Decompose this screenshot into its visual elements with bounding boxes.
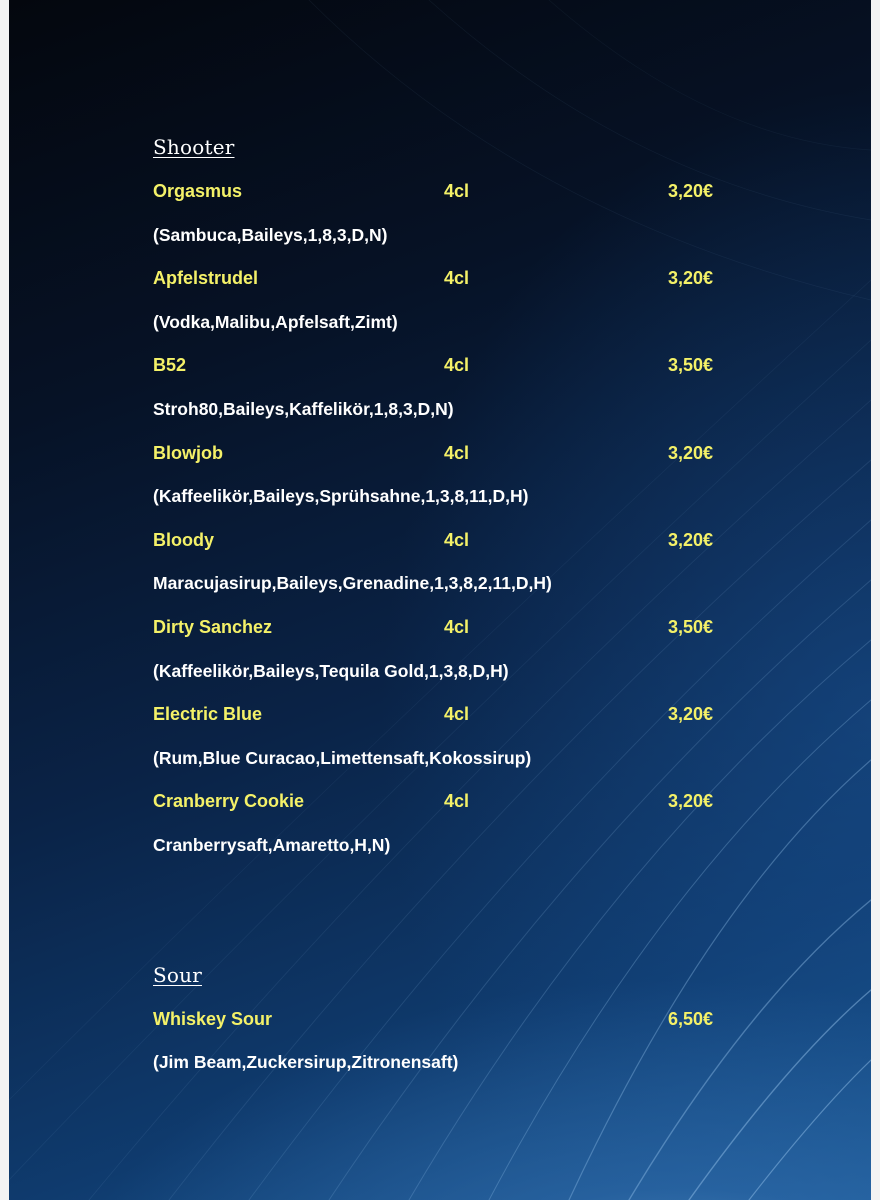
menu-item-row bbox=[153, 179, 713, 203]
item-name: Blowjob bbox=[153, 443, 223, 463]
item-description: (Jim Beam,Zuckersirup,Zitronensaft) bbox=[153, 1052, 459, 1072]
item-price: 3,20€ bbox=[667, 530, 713, 550]
item-description: (Kaffeelikör,Baileys,Sprühsahne,1,3,8,11,D,H) bbox=[153, 486, 529, 506]
menu-item-row bbox=[153, 441, 713, 465]
item-name: B52 bbox=[153, 355, 187, 375]
item-name: Bloody bbox=[153, 530, 214, 550]
item-price: 3,20€ bbox=[667, 443, 713, 463]
menu-item-row bbox=[153, 528, 713, 552]
menu-item-row bbox=[153, 266, 713, 290]
item-description: (Vodka,Malibu,Apfelsaft,Zimt) bbox=[153, 312, 398, 332]
menu-item-row bbox=[153, 1007, 713, 1031]
item-name: Whiskey Sour bbox=[153, 1009, 273, 1029]
item-price: 3,20€ bbox=[667, 181, 713, 201]
item-name: Dirty Sanchez bbox=[153, 617, 273, 637]
item-price: 6,50€ bbox=[667, 1009, 713, 1029]
item-price: 3,20€ bbox=[667, 704, 713, 724]
item-description: Stroh80,Baileys,Kaffelikör,1,8,3,D,N) bbox=[153, 399, 454, 419]
item-price: 3,20€ bbox=[667, 268, 713, 288]
item-size: 4cl bbox=[444, 443, 470, 463]
item-size: 4cl bbox=[444, 530, 470, 550]
item-description: (Sambuca,Baileys,1,8,3,D,N) bbox=[153, 225, 388, 245]
item-name: Apfelstrudel bbox=[153, 268, 259, 288]
section-title-shooter: Shooter bbox=[153, 135, 235, 159]
item-size: 4cl bbox=[444, 617, 470, 637]
section-title-sour: Sour bbox=[153, 963, 202, 987]
item-size: 4cl bbox=[444, 791, 470, 811]
item-name: Electric Blue bbox=[153, 704, 263, 724]
item-description: (Kaffeelikör,Baileys,Tequila Gold,1,3,8,D,H) bbox=[153, 661, 509, 681]
item-size: 4cl bbox=[444, 268, 470, 288]
menu-item-row bbox=[153, 789, 713, 813]
item-size: 4cl bbox=[444, 181, 470, 201]
item-description: Cranberrysaft,Amaretto,H,N) bbox=[153, 835, 391, 855]
item-price: 3,50€ bbox=[667, 617, 713, 637]
item-description: (Rum,Blue Curacao,Limettensaft,Kokossirup) bbox=[153, 748, 532, 768]
item-price: 3,50€ bbox=[667, 355, 713, 375]
item-size: 4cl bbox=[444, 704, 470, 724]
menu-page bbox=[9, 0, 871, 1200]
item-name: Orgasmus bbox=[153, 181, 243, 201]
item-description: Maracujasirup,Baileys,Grenadine,1,3,8,2,11,D,H) bbox=[153, 573, 552, 593]
item-name: Cranberry Cookie bbox=[153, 791, 305, 811]
menu-item-row bbox=[153, 353, 713, 377]
item-price: 3,20€ bbox=[667, 791, 713, 811]
menu-item-row bbox=[153, 702, 713, 726]
item-size: 4cl bbox=[444, 355, 470, 375]
menu-item-row bbox=[153, 615, 713, 639]
